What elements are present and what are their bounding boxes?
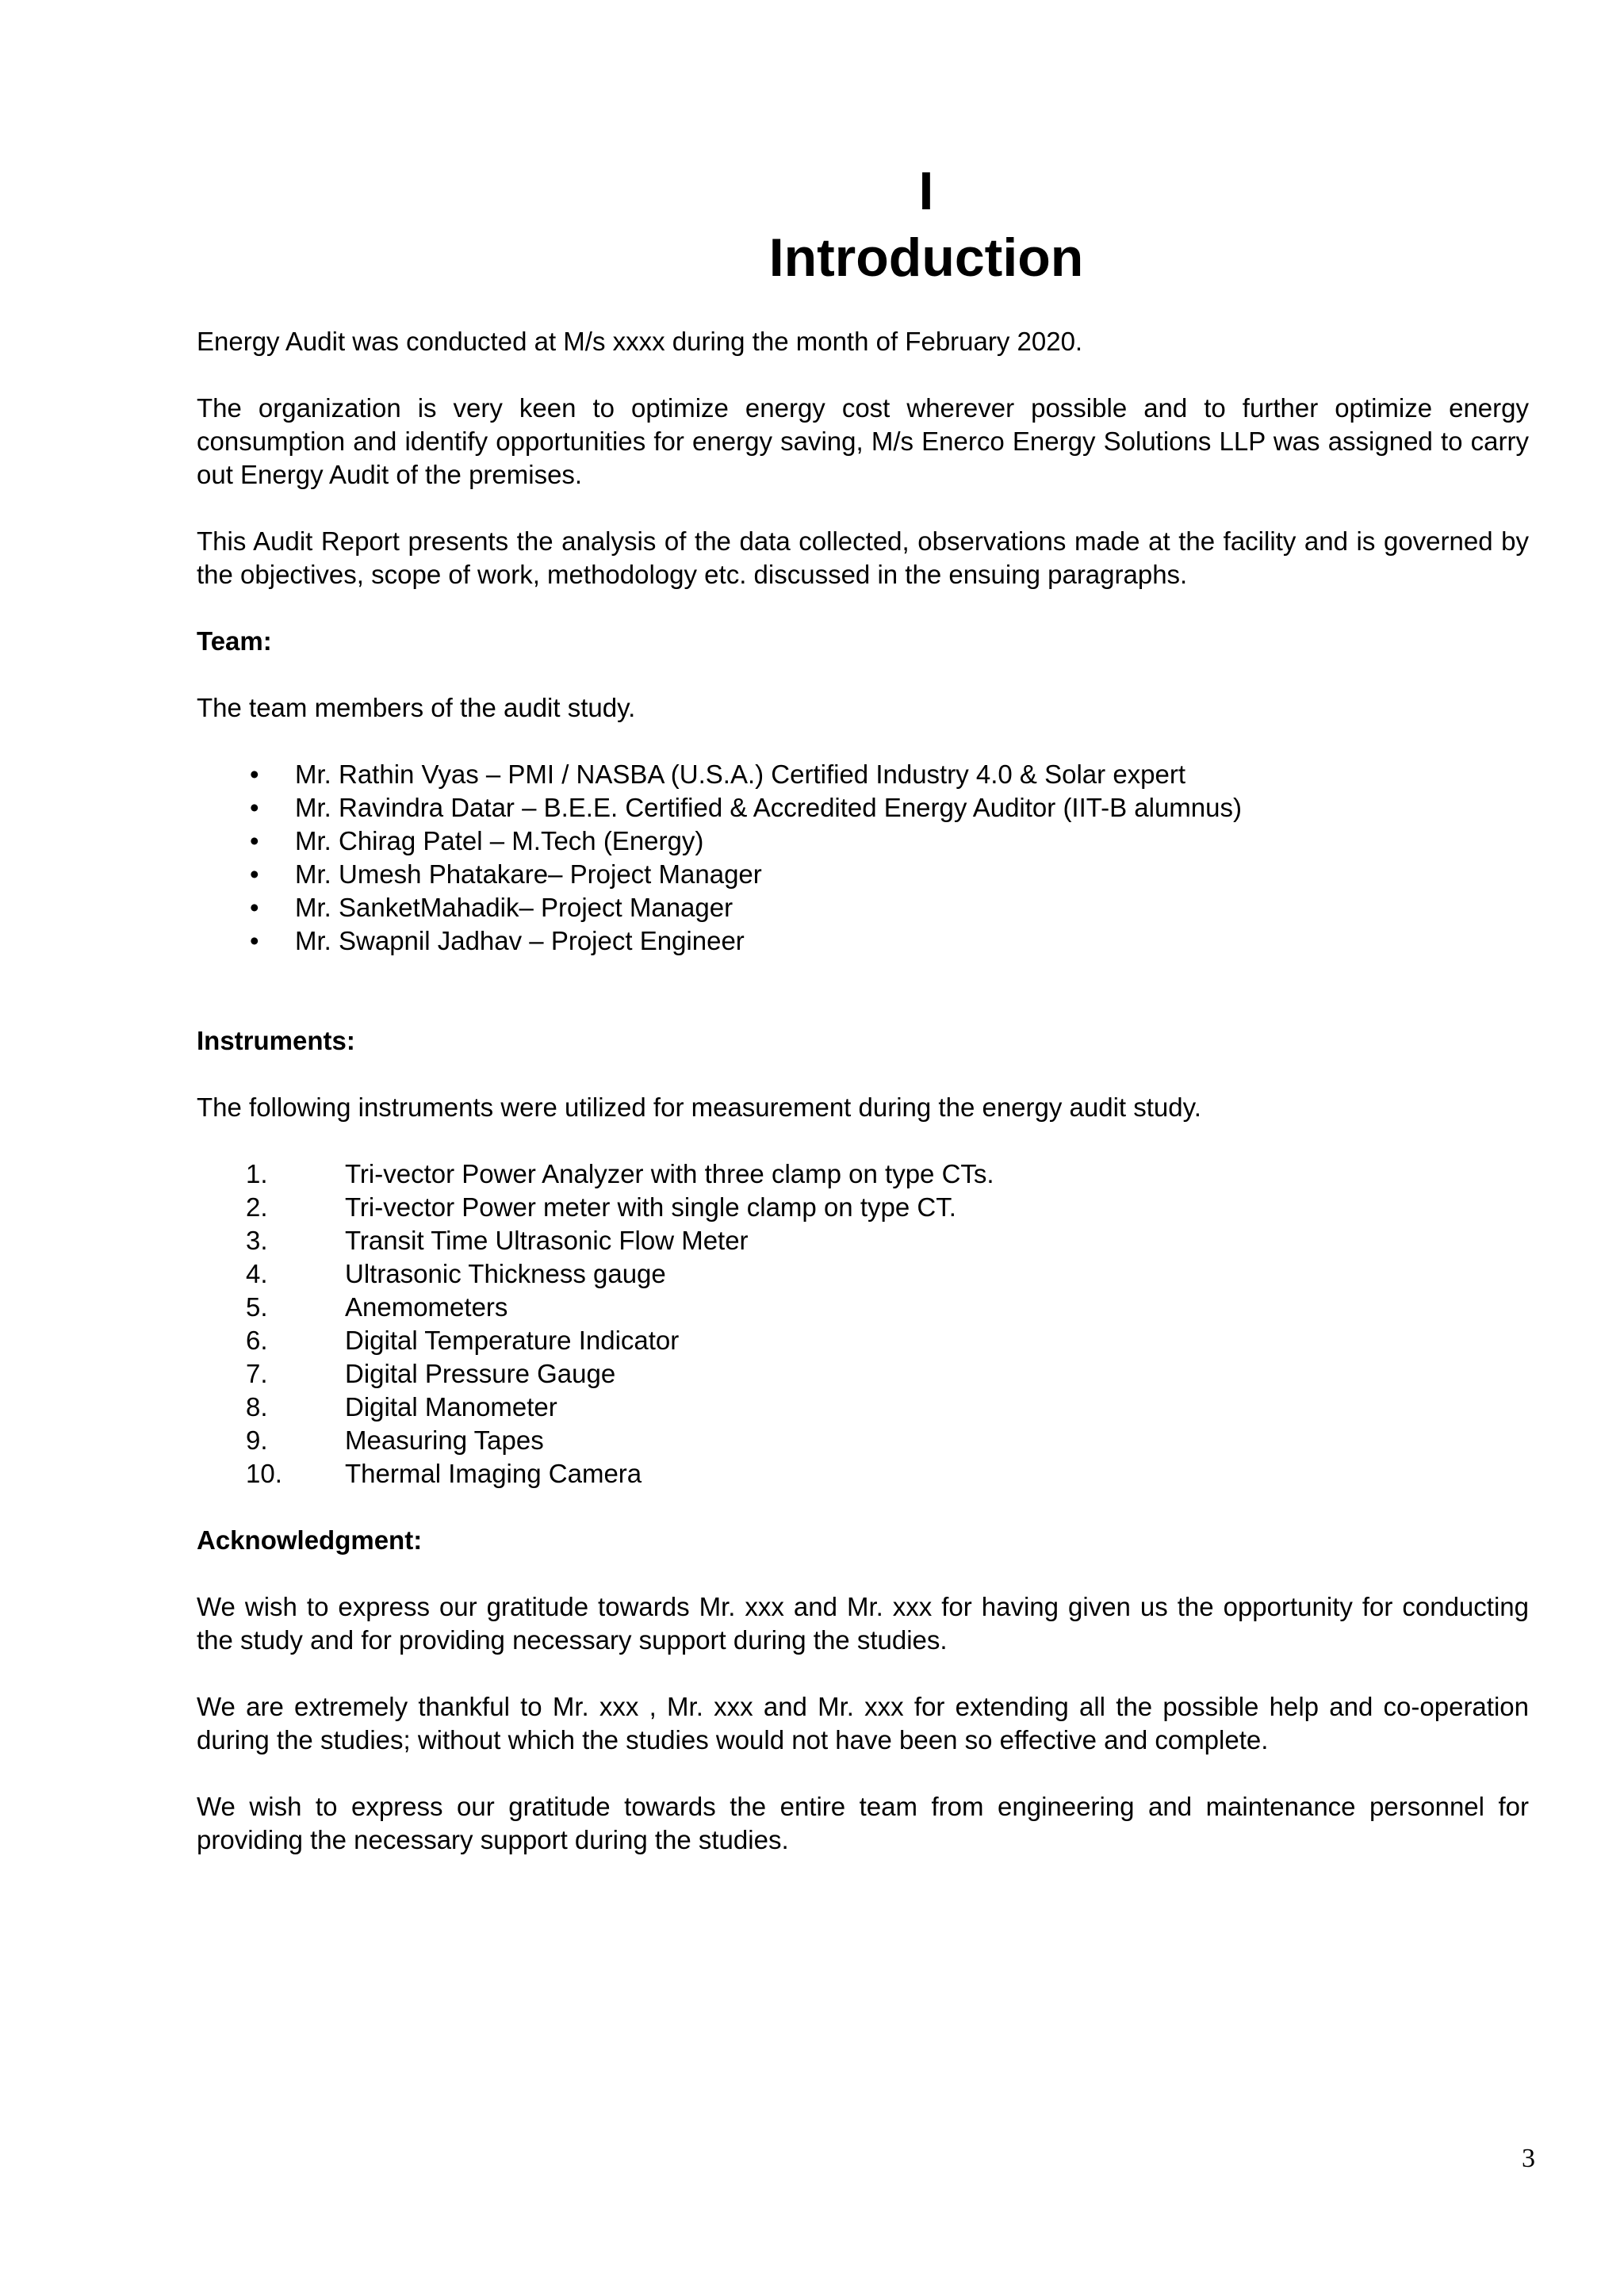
instrument-number: 1.: [246, 1159, 268, 1188]
instrument-item: [197, 1457, 1529, 1490]
team-member-text: Mr. Ravindra Datar – B.E.E. Certified & Accredited Energy Auditor (IIT-B alumnus): [295, 793, 1242, 822]
chapter-number: I: [918, 161, 934, 221]
instrument-list: [197, 1158, 1529, 1490]
acknowledgment-heading: Acknowledgment:: [197, 1525, 423, 1555]
team-member-text: Mr. SanketMahadik– Project Manager: [295, 893, 733, 922]
instrument-item: [197, 1158, 1529, 1191]
instrument-item: [197, 1191, 1529, 1224]
intro-paragraph-2: The organization is very keen to optimize energy cost wherever possible and to further optimize energy consumption and identify opportunities for energy saving, M/s Enerco Energy Solutions LLP was assigned to carry out Energy Audit of the premises.: [197, 393, 1529, 489]
instrument-text: Tri-vector Power meter with single clamp on type CT.: [345, 1192, 956, 1222]
bullet-icon: •: [250, 826, 259, 855]
team-member-text: Mr. Chirag Patel – M.Tech (Energy): [295, 826, 704, 855]
bullet-icon: •: [250, 893, 259, 922]
team-member-text: Mr. Swapnil Jadhav – Project Engineer: [295, 926, 745, 955]
instrument-text: Digital Pressure Gauge: [345, 1359, 616, 1388]
acknowledgment-paragraph-3: We wish to express our gratitude towards the entire team from engineering and maintenance personnel for providing the necessary support during the studies.: [197, 1792, 1529, 1854]
instrument-text: Measuring Tapes: [345, 1425, 544, 1455]
instrument-number: 9.: [246, 1425, 268, 1455]
instrument-number: 5.: [246, 1292, 268, 1322]
acknowledgment-paragraph-1: We wish to express our gratitude towards Mr. xxx and Mr. xxx for having given us the opportunity for conducting the study and for providing necessary support during the studies.: [197, 1592, 1529, 1655]
bullet-icon: •: [250, 793, 259, 822]
instrument-item: [197, 1324, 1529, 1357]
team-member: [197, 858, 1529, 891]
team-intro: The team members of the audit study.: [197, 693, 636, 722]
team-member: [197, 924, 1529, 958]
instrument-number: 7.: [246, 1359, 268, 1388]
instrument-item: [197, 1391, 1529, 1424]
bullet-icon: •: [250, 926, 259, 955]
intro-paragraph-3: This Audit Report presents the analysis of the data collected, observations made at the facility and is governed by the objectives, scope of work, methodology etc. discussed in the ensuing paragraphs.: [197, 526, 1529, 589]
chapter-title: Introduction: [768, 228, 1084, 288]
instruments-heading: Instruments:: [197, 1026, 355, 1055]
instruments-intro: The following instruments were utilized for measurement during the energy audit study.: [197, 1093, 1201, 1122]
instrument-item: [197, 1224, 1529, 1257]
instrument-text: Digital Manometer: [345, 1392, 557, 1422]
bullet-icon: •: [250, 859, 259, 889]
instrument-text: Thermal Imaging Camera: [345, 1459, 642, 1488]
bullet-icon: •: [250, 760, 259, 789]
instrument-number: 2.: [246, 1192, 268, 1222]
team-member-text: Mr. Rathin Vyas – PMI / NASBA (U.S.A.) Certified Industry 4.0 & Solar expert: [295, 760, 1186, 789]
team-heading: Team:: [197, 626, 272, 656]
instrument-item: [197, 1357, 1529, 1391]
instrument-item: [197, 1257, 1529, 1291]
instrument-number: 3.: [246, 1226, 268, 1255]
instrument-number: 6.: [246, 1326, 268, 1355]
team-member: [197, 825, 1529, 858]
instrument-item: [197, 1291, 1529, 1324]
intro-paragraph-1: Energy Audit was conducted at M/s xxxx during the month of February 2020.: [197, 327, 1083, 356]
instrument-text: Digital Temperature Indicator: [345, 1326, 680, 1355]
team-member-list: [197, 758, 1529, 958]
team-member: [197, 891, 1529, 924]
acknowledgment-paragraph-2: We are extremely thankful to Mr. xxx , Mr. xxx and Mr. xxx for extending all the possible help and co-operation during the studies; without which the studies would not have been so effective and complete.: [197, 1692, 1529, 1755]
instrument-text: Tri-vector Power Analyzer with three clamp on type CTs.: [345, 1159, 994, 1188]
instrument-number: 8.: [246, 1392, 268, 1422]
instrument-number: 4.: [246, 1259, 268, 1288]
document-page: [197, 159, 1529, 1857]
instrument-text: Transit Time Ultrasonic Flow Meter: [345, 1226, 749, 1255]
instrument-text: Ultrasonic Thickness gauge: [345, 1259, 666, 1288]
team-member-text: Mr. Umesh Phatakare– Project Manager: [295, 859, 762, 889]
team-member: [197, 758, 1529, 791]
instrument-item: [197, 1424, 1529, 1457]
page-number: 3: [1522, 2144, 1535, 2173]
team-member: [197, 791, 1529, 825]
instrument-text: Anemometers: [345, 1292, 508, 1322]
instrument-number: 10.: [246, 1459, 282, 1488]
